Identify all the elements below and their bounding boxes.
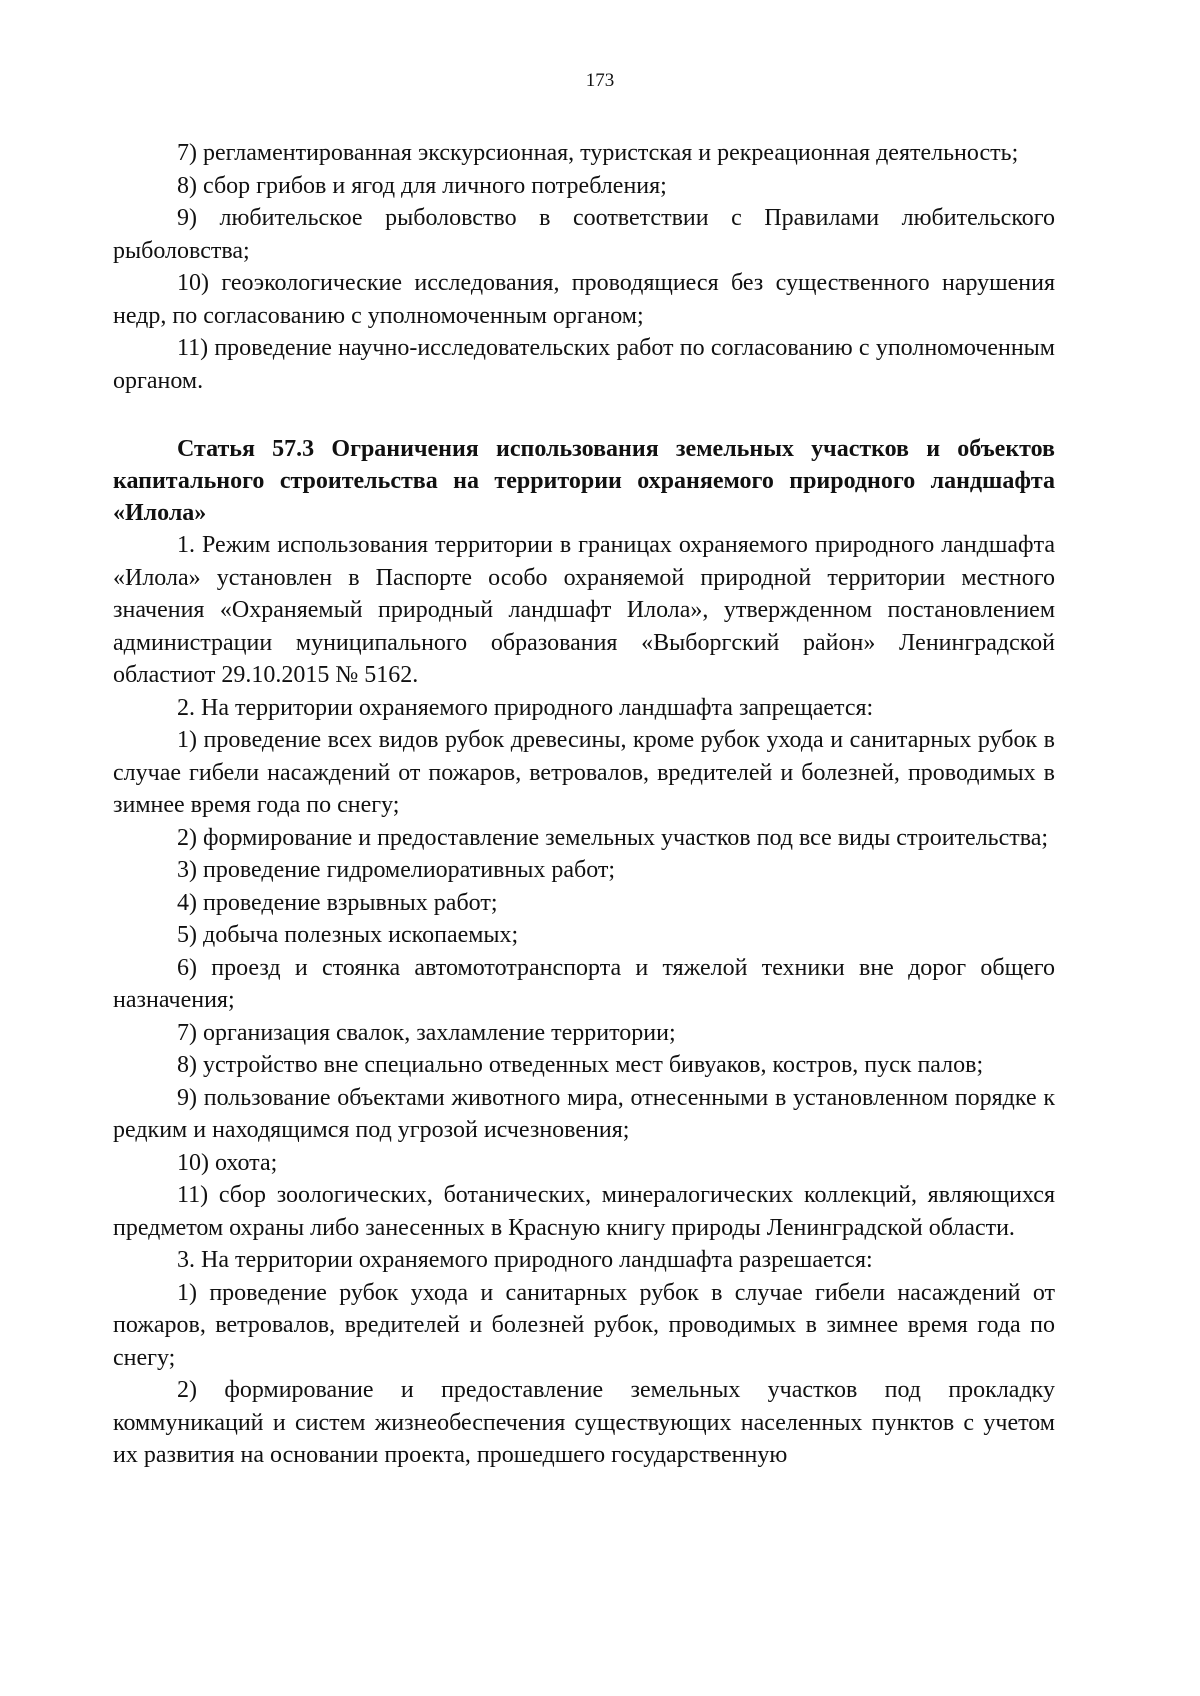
list-item: 6) проезд и стоянка автомототранспорта и тяжелой техники вне дорог общего назначения;: [113, 954, 1055, 1013]
paragraph: 3. На территории охраняемого природного ландшафта разрешается:: [177, 1247, 873, 1273]
list-item: 9) пользование объектами животного мира, отнесенными в установленном порядке к редким и находящимся под угрозой исчезновения;: [113, 1084, 1055, 1143]
list-item: 2) формирование и предоставление земельных участков под прокладку коммуникаций и систем жизнеобеспечения существующих населенных пунктов с учетом их развития на основании проекта, прошедшего государственную: [113, 1377, 1055, 1468]
list-item: 5) добыча полезных ископаемых;: [177, 922, 519, 948]
list-item: 10) геоэкологические исследования, проводящиеся без существенного нарушения недр, по согласованию с уполномоченным органом;: [113, 270, 1055, 329]
list-item: 11) сбор зоологических, ботанических, минералогических коллекций, являющихся предметом охраны либо занесенных в Красную книгу природы Ленинградской области.: [113, 1182, 1055, 1241]
list-item: 8) сбор грибов и ягод для личного потребления;: [177, 172, 667, 199]
list-item: 10) охота;: [177, 1149, 278, 1176]
list-item: 7) организация свалок, захламление территории;: [177, 1019, 676, 1046]
list-item: 1) проведение рубок ухода и санитарных рубок в случае гибели насаждений от пожаров, ветровалов, вредителей и болезней рубок, проводимых в зимнее время года по снегу;: [113, 1279, 1055, 1371]
list-item: 2) формирование и предоставление земельных участков под все виды строительства;: [177, 824, 1049, 851]
list-item: 4) проведение взрывных работ;: [177, 889, 498, 916]
list-item: 8) устройство вне специально отведенных мест бивуаков, костров, пуск палов;: [177, 1052, 984, 1078]
list-item: 1) проведение всех видов рубок древесины, кроме рубок ухода и санитарных рубок в случае гибели насаждений от пожаров, ветровалов, вредителей и болезней, проводимых в зимнее время года по снегу;: [113, 727, 1055, 818]
page-number: 173: [585, 70, 615, 91]
document-body: [113, 137, 1055, 1472]
list-item: 7) регламентированная экскурсионная, туристская и рекреационная деятельность;: [177, 140, 1019, 166]
paragraph: 2. На территории охраняемого природного ландшафта запрещается:: [177, 694, 874, 721]
list-item: 11) проведение научно-исследовательских работ по согласованию с уполномоченным органом.: [113, 335, 1055, 394]
article-heading: Статья 57.3 Ограничения использования земельных участков и объектов капитального строительства на территории охраняемого природного ландшафта «Илола»: [113, 436, 1055, 526]
list-item: 3) проведение гидромелиоративных работ;: [177, 857, 616, 883]
list-item: 9) любительское рыболовство в соответствии с Правилами любительского рыболовства;: [113, 205, 1055, 264]
paragraph: 1. Режим использования территории в границах охраняемого природного ландшафта «Илола» установлен в Паспорте особо охраняемой природной территории местного значения «Охраняемый природный ландшафт Илола», утвержденном постановлением администрации муниципального образования «Выборгский район» Ленинградской областиот 29.10.2015 № 5162.: [113, 532, 1055, 688]
